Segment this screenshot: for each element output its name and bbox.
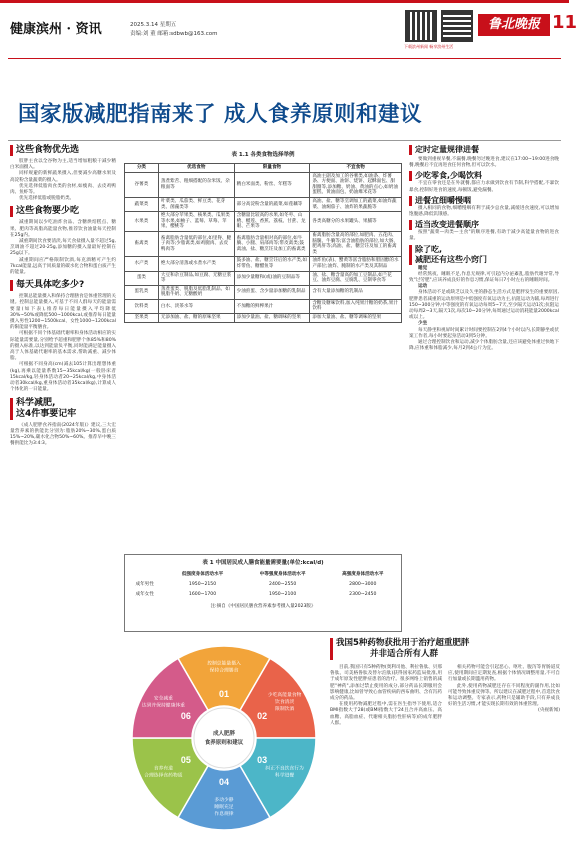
wheel-segment-label: 少吃高能量食物 <box>267 693 302 698</box>
table-cell: 油炸鱼(表)、蟹黄等富含脂肪和胆固醇的水产部位;油炸、腌制的水产类及其制品 <box>310 257 402 271</box>
wheel-segment-number: 03 <box>257 755 268 765</box>
food-table-box <box>124 147 402 323</box>
subhead-regular-meals: 定时定量规律进餐 <box>409 145 559 155</box>
food-choice-table <box>124 163 402 323</box>
table-cell: 不加糖的鲜榨果汁 <box>234 299 310 313</box>
subhead-fewer-snacks: 少吃零食,少喝饮料 <box>409 171 559 181</box>
subhead-chew-slowly: 进餐宜细嚼慢咽 <box>409 196 559 206</box>
subhead-four-things <box>10 398 116 420</box>
table-cell: 高油主副及加工的谷薯类,如油条、炸薯条、方便面、油饼、烧饼、起酥面包、甜甜圈等,添加糖、奶油、黄油的点心,如奶油蛋糕、黄油面包、奶油爆米花等 <box>310 172 402 197</box>
table-row <box>125 271 402 285</box>
wheel-segment-label: 控制总能量摄入 <box>207 661 241 667</box>
subhead-tips <box>409 245 559 265</box>
drug-credit: (央视新闻) <box>538 708 560 714</box>
table-row <box>125 197 402 211</box>
headline: 国家版减肥指南来了 成人食养原则和建议 <box>18 102 422 127</box>
table-cell: 部分高淀粉含量的蔬菜,如莲藕等 <box>234 197 310 211</box>
left-paragraph: 优先选择低脂或脱脂奶类。 <box>19 196 75 202</box>
left-paragraph: 同样规避的新鲜蔬果摄入,但要减少高糖水果及高淀粉含量蔬菜的摄入。 <box>10 171 116 183</box>
brand-logo: 鲁北晚报 <box>478 14 550 36</box>
drug-paragraph: 目前,我国只有5种药物(奥利司他、利拉鲁肽、贝那鲁肽、司美格鲁肽及替尔泊肽)获得国家药监局批准,用于成年原发性肥胖症患者的治疗。很多网络上销售的减肥"神药",添加过禁止使用的成分,部分药品长期服用会影响健康,比如曾导致心血管疾病的西布曲明、含有泻药成分的药品。 <box>330 665 442 702</box>
wheel-center <box>194 708 254 768</box>
wheel-segment-number: 01 <box>218 689 230 699</box>
table-row <box>125 212 402 232</box>
drug-title-line-2: 并非适合所有人群 <box>370 649 439 659</box>
subhead-eat-less: 这些食物要少吃 <box>10 206 116 217</box>
table-header-cell: 优选食物 <box>158 164 234 173</box>
tip-title-sit-less: 少坐 <box>418 321 428 327</box>
left-paragraph: 《成人肥胖食养指南(2024年版)》建议,三大宏量营养素的供能比分别为:脂肪20%~30%,蛋白质15%~20%,碳水化合物50%~60%。推荐早中晚三餐供能比为3:4:3。 <box>10 422 116 447</box>
right-paragraph: 每天静坐和视屏时间累计时间要控制在2到4个小时以内,长期静坐或伏案工作者,每小时要起身活动3到5分钟。 <box>409 327 559 339</box>
table-cell: 谷薯类 <box>125 172 159 197</box>
table-row <box>125 231 402 256</box>
wheel-segment-label: 多动少静 <box>214 798 234 803</box>
left-paragraph: 减重期间以少吃油炸食品、含糖烘焙糕点、糖果、肥肉等高脂高能量食物,推荐饮食油量每天控制在25g内。 <box>10 220 116 238</box>
page-number: 11 <box>552 12 577 33</box>
left-paragraph: 肢胖主食以全谷物为主,适当增加粗粮干减少精白米面摄入。 <box>10 159 116 171</box>
right-paragraph: 通过合理控制饮食和运动,减少个体脂肪含量,还应该避免体重过快地下降,应体重和体脂减少,每月2到4公斤为宜。 <box>409 340 559 352</box>
table-cell: 鼓多油、盐、糖烹饪后的水产类,如炸带鱼、糖醋鱼等 <box>234 257 310 271</box>
left-paragraph: 减重期间应严格限制饮酒,每克酒精可产生约7kcal能量,远高于同质量的碳水化合物和蛋白质产生的能量。 <box>10 257 116 276</box>
table-note: 注:摘自《中国居民膳食营养素参考摄入量2023版》 <box>210 604 316 609</box>
wheel-segment-label: 睡眠充足 <box>214 805 234 810</box>
table-cell: 1950~2100 <box>269 591 297 597</box>
table-row <box>125 172 402 197</box>
table-cell: 添加少量糖和(或)油的豆制品等 <box>234 271 310 285</box>
subhead-how-much: 每天具体吃多少? <box>10 280 116 291</box>
drug-article <box>330 638 560 830</box>
wheel-segment-label: 食养有道 <box>153 766 173 772</box>
right-paragraph: 经常熬夜、睡眠不足,作息无规律,可引起内分泌紊乱,脂肪代谢异常,导致"过劳肥",应该养成良好的作息习惯,保证每日7小时左右的睡眠时间。 <box>409 271 559 284</box>
table-cell: 含有大量添加糖的乳制品 <box>310 285 402 299</box>
wheel-segment-label: 限制饮酒 <box>275 707 295 712</box>
table-header-cell: 分类 <box>125 164 159 173</box>
drug-paragraph: 此外,使用药物减肥还存在不同程度的副作用,比如可能导致体重反弹等。所以建议在减肥过程中,首选饮食和运动调整。专家表示,药物只是辅助手段,只有养成良好的生活习惯,才能实现长期有效的体重管理。 <box>448 683 560 708</box>
subhead-meal-order: 适当改变进餐顺序 <box>409 220 559 230</box>
table-row <box>125 285 402 299</box>
qr-code-2 <box>441 10 473 42</box>
table-cell: 各类高糖分的水果罐头、果脯等 <box>310 212 402 232</box>
table-cell: 水果类 <box>125 212 159 232</box>
headline-rule <box>8 140 561 141</box>
tip-title-exercise: 运动 <box>418 284 428 290</box>
wheel-segment-number: 05 <box>180 755 191 765</box>
right-paragraph: 按照"蔬菜—肉类—主食"的顺序进餐,有助于减少高能量食物的进食量。 <box>409 230 559 242</box>
drug-article-title <box>330 638 560 660</box>
table-row <box>125 299 402 313</box>
table-caption: 表 1 中国居民成人膳食能量需要量(单位:kcal/d) <box>202 560 324 566</box>
table-header-cell <box>125 569 164 579</box>
table-cell: 含糖及糖味饮料,加入纯果汁糖的奶茶,果汁饮料 <box>310 299 402 313</box>
table-cell: 精白米面类、粉丝、年糕等 <box>234 172 310 197</box>
table-cell: 水产类 <box>125 257 159 271</box>
table-cell: 2400~2550 <box>269 581 297 587</box>
wheel-segment-number: 06 <box>180 711 191 721</box>
table-cell: 白水、淡茶水等 <box>158 299 234 313</box>
red-top-rule <box>0 0 569 3</box>
wheel-segment-label: 合理选择食药物质 <box>144 773 183 779</box>
table-cell: 少油煎蛋、含少量添加糖的乳制品 <box>234 285 310 299</box>
energy-table <box>125 569 401 599</box>
wheel-segment-label: 安全减重 <box>153 696 173 702</box>
principles-wheel <box>124 638 324 838</box>
subhead-line-2: 这4件事要记牢 <box>16 408 77 419</box>
energy-table-box <box>124 554 402 632</box>
table-cell: 绝大部分苹果类、核果类、瓜果类等水果,如柚子、蓝莓、草莓、苹果、樱桃等 <box>158 212 234 232</box>
table-cell: 绝大部分清蒸或水煮水产类 <box>158 257 234 271</box>
subhead-line-1: 除了吃, <box>415 244 443 254</box>
table-cell: 添加大量油、盐、糖等调味的坚果 <box>310 314 402 323</box>
wheel-segment-number: 02 <box>257 711 268 721</box>
table-cell: 蛋类 <box>125 271 159 285</box>
table-cell: 蛋乳类 <box>125 285 159 299</box>
left-paragraph: 可根据不同个体基础代谢率和身体活动相应的实际能量需要量,分别给予超重和肥胖个体85%和80%的摄入标准,以达到能量负平衡,同时能满足能量摄入高于人体基础代谢率的基本需求,帮助减重、减少体脂。 <box>10 331 116 362</box>
drug-article-body <box>330 665 560 830</box>
table-cell: 蒸煮蛋类、脱脂及低脂乳制品、如脱脂牛奶、无糖酸奶 <box>158 285 234 299</box>
left-column <box>10 145 116 447</box>
subhead-line-1: 科学减肥, <box>16 397 56 408</box>
table-cell: 蒸煮紫苕、粗细搭配的杂米饭、杂粮面等 <box>158 172 234 197</box>
table-cell: 畜禽类 <box>125 231 159 256</box>
table-cell: 1950~2150 <box>188 581 217 587</box>
wheel-segment-label: 科学进餐 <box>275 773 295 779</box>
table-cell: 叶菜类、瓜茄类、鲜豆类、花芽类、菌藻类等 <box>158 197 234 211</box>
table-row <box>125 314 402 323</box>
header-rule <box>8 58 561 59</box>
editor-line: 责编:刘 董 邮箱:sdbwb@163.com <box>130 31 218 37</box>
table-row <box>125 589 401 599</box>
drug-title-line-1: 我国5种药物获批用于治疗超重肥胖 <box>336 638 470 648</box>
wheel-segment-label: 纠正不良饮食行为 <box>265 766 304 772</box>
subhead-line-2: 减肥还有这些小窍门 <box>415 254 487 264</box>
wheel-graphic <box>124 638 324 838</box>
wheel-segment-number: 04 <box>218 777 230 787</box>
table-caption: 表 1.1 各类食物选择举例 <box>231 152 295 158</box>
table-cell: 成年女性 <box>135 592 154 597</box>
table-cell: 油、盐、糖含量高的加工豆制品,如兰花豆、油炸豆腐、豆腐乳、豆制零食等 <box>310 271 402 285</box>
wheel-segment-label: 达到并保持健康体重 <box>141 703 185 709</box>
drug-paragraph: 在使用药物减肥过程中,需在医生指导下使用,适合BMI指数大于28(或BMI指数大于24且合并高血压、高血糖、高脂血症、代谢相关脂肪性肝病等)的成年肥胖人群。 <box>330 702 442 726</box>
table-cell: 畜禽脂肪含量低的部位,如里脊、腱子肉等;少脂禽类,如鸡腿肉、去皮鸭肉等 <box>158 231 234 256</box>
table-cell: 添加少量油、盐、糖调味的坚果 <box>234 314 310 323</box>
table-row <box>125 257 402 271</box>
right-column <box>409 145 559 352</box>
wheel-segment-label: 饮食清淡 <box>275 700 295 705</box>
table-cell: 2300~2450 <box>349 591 377 597</box>
left-paragraph: 控制总能量摄入和保持合理膳食是体重管理的关键。控制总能量摄入,可基于不同人群每天的能量需要量(如下表),推荐每日能量摄入平均降低30%~50%或降低500~1000kcal,或推荐每日能量摄入男性1200~1500kcal、女性1000~1200kcal的限能量平衡膳食。 <box>10 294 116 331</box>
qr-caption: 下载滨州新闻 畅享滨州生活 <box>404 44 454 49</box>
table-cell: 无添加油、盐、糖的原味坚果 <box>158 314 234 323</box>
table-cell: 含糖量比较高的水果,如冬枣、山楂、榴莲、香蕉、荔枝、甘蔗、龙眼、芒果等 <box>234 212 310 232</box>
date-line: 2025.3.14 星期五 <box>130 22 177 28</box>
drug-paragraph: 相关药物可能会引起恶心、呕吐、腹泻等胃肠道反应,使用期间应定期复查,根据个体情况调整用量,不可自行加量或长期滥用药物。 <box>448 665 560 683</box>
subhead-prefer-foods: 这些食物优先选 <box>10 145 116 156</box>
wheel-center-label: 成人肥胖 <box>212 731 236 737</box>
table-cell: 饮料类 <box>125 299 159 313</box>
wheel-segment-label: 保持合理膳食 <box>209 668 239 674</box>
table-cell: 大豆和杂豆制品,如豆腐、无糖豆浆等 <box>158 271 234 285</box>
table-cell: 畜禽脂肪含量相对高的部位,如牛腩、小腿、肩部肉等;带皮禽类;鼓禽油、盐、糖烹饪及加工的畜禽类 <box>234 231 310 256</box>
section-title: 健康滨州 · 资讯 <box>10 22 102 37</box>
right-paragraph: 要做到重视早餐,不漏餐,晚餐勿过晚进食,建议在17:00~19:00进食晚餐,晚餐后不宜再进食任何食物,但可以饮水。 <box>409 157 559 169</box>
left-paragraph: 优先选择低脂肉食类的食材,如瘦肉、去皮鸡鸭肉、鱼虾等。 <box>10 183 116 196</box>
right-paragraph: 身体活动不足或缺乏以及久坐的静态生活方式是肥胖发生的重要原因,肥胖患者减重的运动原则是中低强度有氧运动为主,抗阻运动为辅,每周进行150~300分钟,中等强度的有氧运动每周5~7天,至少隔天运动1次;抗阻运动每周2~3天,隔天1次,每次10~20分钟,每周通过运动消耗能量2000kcal或以上。 <box>409 290 559 321</box>
table-row <box>125 579 401 589</box>
table-cell: 2800~3000 <box>349 581 377 587</box>
right-paragraph: 不宜在零食还是在外就餐,都应力求做到饮食有节制,科学搭配,不暴饮暴食,控制好进食的速度,每顿饭,避免漏餐。 <box>409 181 559 193</box>
qr-code-1 <box>405 10 437 42</box>
wheel-segment-label: 作息规律 <box>214 812 234 817</box>
page-header <box>0 0 577 62</box>
table-cell: 成年男性 <box>135 582 154 587</box>
table-cell: 高油、盐、糖等烹调加工的蔬菜,如油炸蔬菜、油焖茄子、油炸的果蔬脆等 <box>310 197 402 211</box>
table-cell: 坚果类 <box>125 314 159 323</box>
table-header-cell: 不宜食物 <box>310 164 402 173</box>
left-paragraph: 减重期间饮食要清淡,每天食盐摄入量不超过5g,烹调油不超过20-25g,添加糖的摄入量最好控制在25g以下。 <box>10 239 116 257</box>
table-header-cell: 限量食物 <box>234 164 310 173</box>
table-cell: 1600~1700 <box>188 591 217 597</box>
right-paragraph: 摄入相同的食物,细嚼慢咽有利于减少总食量,减缓进食速度,可以增加饱腹感,降低饥饿感。 <box>409 205 559 218</box>
tip-title-sleep: 睡觉 <box>418 265 428 271</box>
wheel-center-label: 食养原则和建议 <box>204 740 244 746</box>
table-cell: 蔬菜类 <box>125 197 159 211</box>
table-header-cell: 低强度身体活动水平 <box>181 572 224 577</box>
table-cell: 畜禽脂肪含量高的部位,如肥肉、五花肉、脑髓、牛腩等;富含油脂肪的部位,如大肠、肥鸡肝等;高油、盐、糖烹饪及加工的畜禽类 <box>310 231 402 256</box>
table-header-cell: 高强度身体活动水平 <box>342 572 384 577</box>
left-paragraph: 可根据不同身高(cm)减去105计算出理想体重(kg),再乘以能量系数15~35kcal/kg(一般卧床者15kcal/kg,轻身体活动者20~25kcal/kg,中身体活动者30kcal/kg,重身体活动者35kcal/kg),计算成人个体化的一日能量。 <box>10 362 116 393</box>
table-header-cell: 中等强度身体活动水平 <box>259 572 306 577</box>
